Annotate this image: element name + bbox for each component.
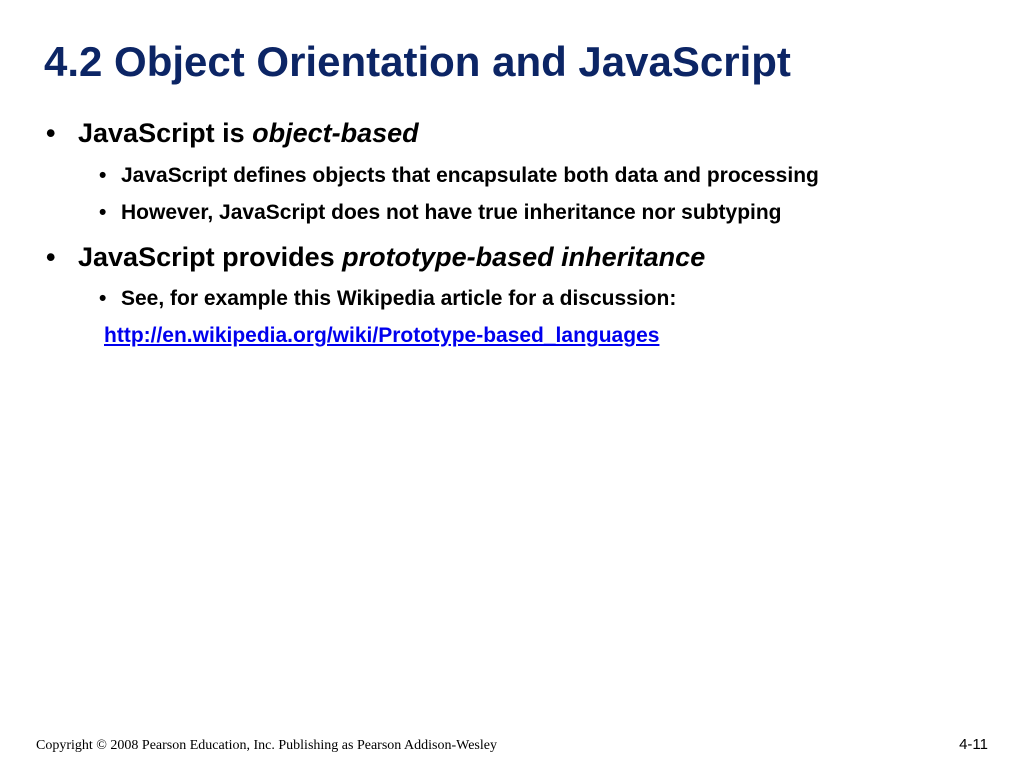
sub-bullet-icon: • [99,201,107,224]
bullet-emphasis: prototype-based inheritance [342,242,706,272]
bullet-icon: • [46,118,56,148]
footer-copyright: Copyright © 2008 Pearson Education, Inc. Publishing as Pearson Addison-Wesley [36,738,497,753]
slide-title: 4.2 Object Orientation and JavaScript [44,38,791,85]
footer-page-number: 4-11 [959,736,988,753]
sub-bullet-icon: • [99,287,107,310]
bullet-prototype-inheritance [46,240,705,274]
bullet-icon: • [46,242,56,272]
bullet-emphasis: object-based [252,118,419,148]
sub-bullet-icon: • [99,164,107,187]
sub-bullet-wikipedia [99,285,676,313]
sub-bullet-defines-objects [99,162,819,190]
wikipedia-link[interactable]: http://en.wikipedia.org/wiki/Prototype-based_languages [104,324,660,347]
bullet-text: JavaScript is [78,118,245,148]
sub-bullet-text: See, for example this Wikipedia article for a discussion: [121,287,677,310]
sub-bullet-text: JavaScript defines objects that encapsulate both data and processing [121,164,819,187]
sub-bullet-text: However, JavaScript does not have true inheritance nor subtyping [121,201,782,224]
sub-bullet-no-inheritance [99,199,782,227]
bullet-object-based [46,116,419,150]
bullet-text: JavaScript provides [78,242,335,272]
